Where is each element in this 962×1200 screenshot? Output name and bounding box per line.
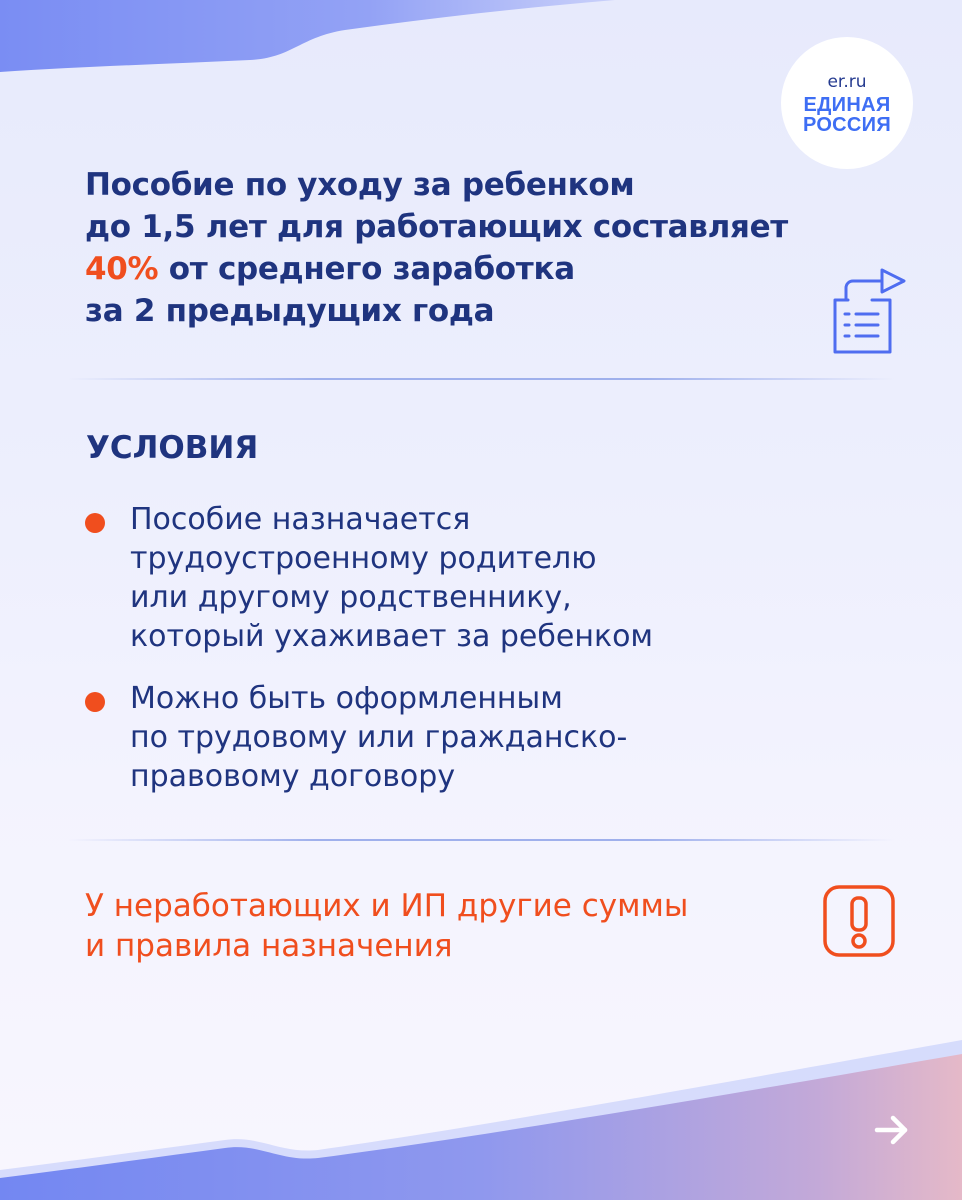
headline-accent: 40% <box>85 251 159 287</box>
logo-name: ЕДИНАЯ РОССИЯ <box>802 93 892 136</box>
condition-item <box>85 500 765 656</box>
headline-line-1: Пособие по уходу за ребенком <box>85 167 635 203</box>
headline <box>85 164 788 332</box>
exclamation-icon <box>822 884 896 958</box>
warning-note: У неработающих и ИП другие суммы и правила назначения <box>85 888 689 964</box>
headline-line-2: до 1,5 лет для работающих составляет <box>85 209 788 245</box>
document-arrow-icon <box>832 264 908 356</box>
arrow-right-icon[interactable] <box>872 1110 912 1150</box>
headline-line-3: от среднего заработка <box>158 251 575 287</box>
condition-text: Можно быть оформленным по трудовому или гражданско- правовому договору <box>130 681 628 794</box>
divider-bottom <box>68 839 894 841</box>
headline-line-4: за 2 предыдущих года <box>85 293 495 329</box>
er-logo <box>781 37 913 169</box>
logo-url: er.ru <box>827 71 867 92</box>
divider-top <box>68 378 894 380</box>
bullet-dot <box>85 513 105 533</box>
bullet-dot <box>85 692 105 712</box>
condition-text: Пособие назначается трудоустроенному родителю или другому родственнику, который ухаживает за ребенком <box>130 502 654 654</box>
conditions-list <box>85 500 765 819</box>
top-wave <box>0 0 615 72</box>
condition-item <box>85 679 765 796</box>
conditions-title: УСЛОВИЯ <box>86 430 259 466</box>
